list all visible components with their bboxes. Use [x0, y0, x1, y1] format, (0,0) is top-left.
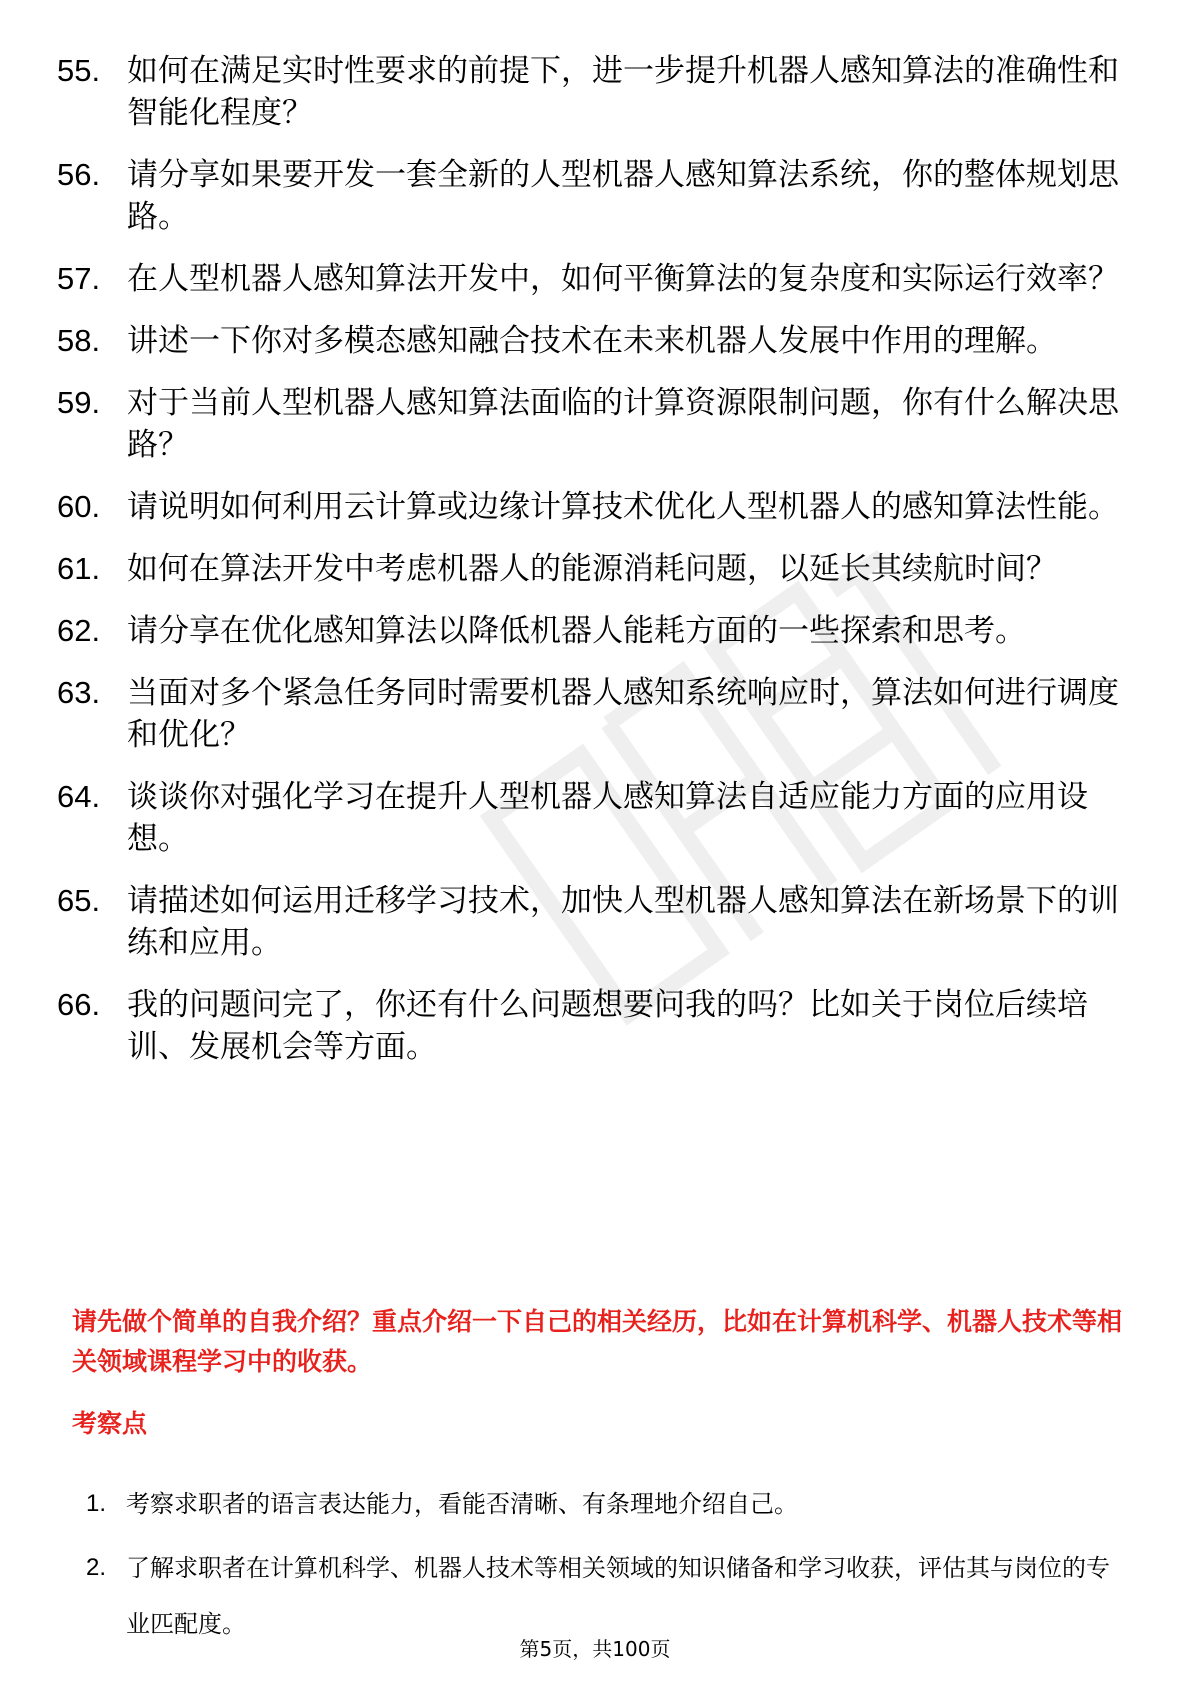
question-text: 如何在算法开发中考虑机器人的能源消耗问题，以延长其续航时间？	[127, 551, 1057, 587]
question-text: 我的问题问完了，你还有什么问题想要问我的吗？比如关于岗位后续培训、发展机会等方面。	[127, 987, 1088, 1065]
question-number: 59.	[57, 385, 101, 420]
point-text: 了解求职者在计算机科学、机器人技术等相关领域的知识储备和学习收获，评估其与岗位的专业匹配度。	[126, 1554, 1110, 1638]
question-item	[57, 382, 1137, 466]
question-number: 65.	[57, 883, 101, 918]
question-item	[57, 548, 1137, 590]
question-text: 请分享如果要开发一套全新的人型机器人感知算法系统，你的整体规划思路。	[127, 157, 1119, 235]
question-number: 66.	[57, 987, 101, 1022]
question-item	[57, 320, 1137, 362]
question-number: 56.	[57, 157, 101, 192]
assessment-points-list	[86, 1476, 1126, 1660]
question-text: 当面对多个紧急任务同时需要机器人感知系统响应时，算法如何进行调度和优化？	[127, 675, 1119, 753]
question-item	[57, 880, 1137, 964]
question-item	[57, 258, 1137, 300]
question-number: 64.	[57, 779, 101, 814]
question-text: 对于当前人型机器人感知算法面临的计算资源限制问题，你有什么解决思路？	[127, 385, 1119, 463]
question-list	[57, 50, 1137, 1088]
page-footer: 第5页，共100页	[519, 1637, 671, 1661]
highlight-question: 请先做个简单的自我介绍？重点介绍一下自己的相关经历，比如在计算机科学、机器人技术等相关领域课程学习中的收获。	[72, 1307, 1123, 1376]
question-number: 62.	[57, 613, 101, 648]
question-text: 如何在满足实时性要求的前提下，进一步提升机器人感知算法的准确性和智能化程度？	[127, 53, 1119, 131]
question-text: 请说明如何利用云计算或边缘计算技术优化人型机器人的感知算法性能。	[127, 489, 1119, 525]
question-number: 58.	[57, 323, 101, 358]
point-number: 1.	[86, 1490, 107, 1517]
question-item	[57, 610, 1137, 652]
question-number: 55.	[57, 53, 101, 88]
assessment-point	[86, 1476, 1126, 1532]
question-number: 57.	[57, 261, 101, 296]
question-item	[57, 776, 1137, 860]
section-title: 考察点	[72, 1409, 148, 1438]
question-number: 61.	[57, 551, 101, 586]
question-item	[57, 50, 1137, 134]
question-item	[57, 984, 1137, 1068]
question-text: 请描述如何运用迁移学习技术，加快人型机器人感知算法在新场景下的训练和应用。	[127, 883, 1119, 961]
question-number: 60.	[57, 489, 101, 524]
question-item	[57, 672, 1137, 756]
question-text: 谈谈你对强化学习在提升人型机器人感知算法自适应能力方面的应用设想。	[127, 779, 1088, 857]
question-item	[57, 154, 1137, 238]
question-item	[57, 486, 1137, 528]
question-text: 请分享在优化感知算法以降低机器人能耗方面的一些探索和思考。	[127, 613, 1026, 649]
question-text: 在人型机器人感知算法开发中，如何平衡算法的复杂度和实际运行效率？	[127, 261, 1119, 297]
question-number: 63.	[57, 675, 101, 710]
question-text: 讲述一下你对多模态感知融合技术在未来机器人发展中作用的理解。	[127, 323, 1057, 359]
point-number: 2.	[86, 1554, 107, 1581]
point-text: 考察求职者的语言表达能力，看能否清晰、有条理地介绍自己。	[126, 1490, 798, 1518]
